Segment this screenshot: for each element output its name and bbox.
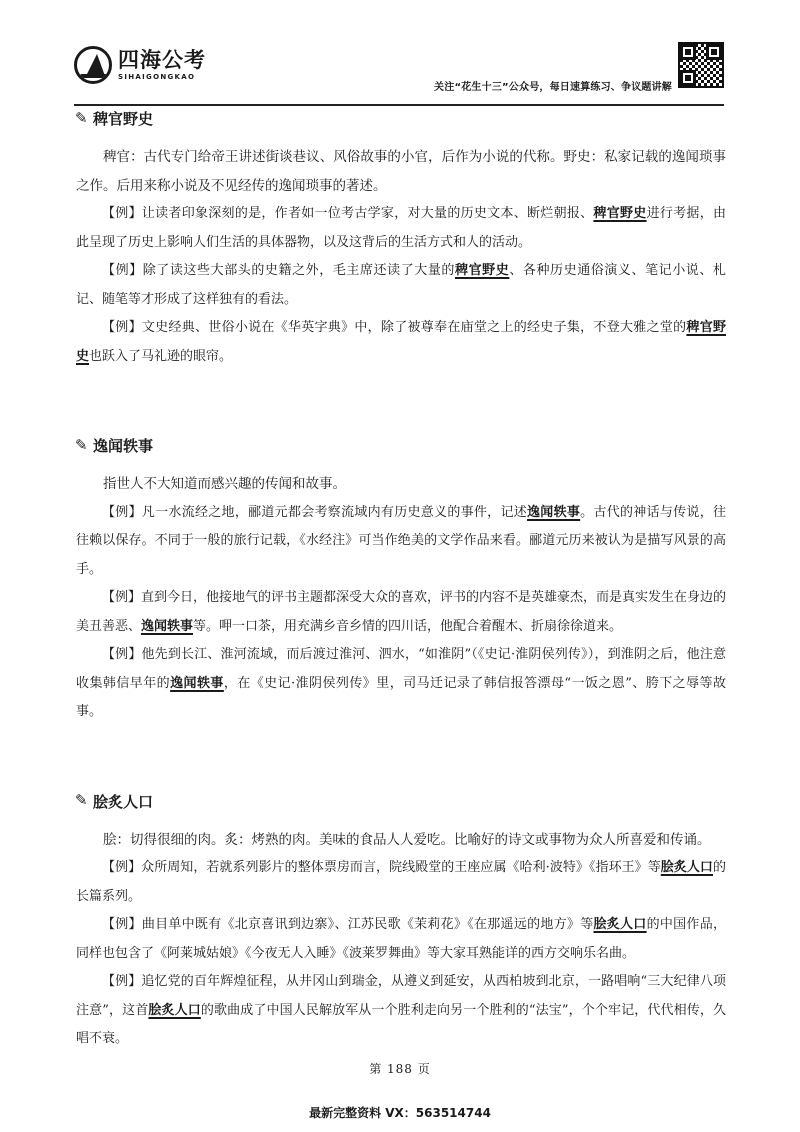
highlighted-term: 脍炙人口 <box>593 917 647 932</box>
text-run: 稗官：古代专门给帝王讲述街谈巷议、风俗故事的小官，后作为小说的代称。野史：私家记载的逸闻琐事之作。后用来称小说及不见经传的逸闻琐事的著述。 <box>76 149 726 194</box>
example-paragraph <box>76 968 726 1054</box>
text-run: 【例】让读者印象深刻的是，作者如一位考古学家，对大量的历史文本、断烂朝报、 <box>102 206 594 221</box>
page-header <box>74 38 724 106</box>
text-run: 也跃入了马礼逊的眼帘。 <box>89 348 233 364</box>
sailboat-logo-icon <box>74 46 112 84</box>
text-run: 【例】众所周知，若就系列影片的整体票房而言，院线殿堂的王座应属《哈利·波特》《指环王》等 <box>102 860 661 875</box>
pencil-icon <box>76 439 90 453</box>
section-title <box>76 435 726 456</box>
text-run: 【例】曲目单中既有《北京喜讯到边寨》、江苏民歌《茉莉花》《在那遥远的地方》等 <box>102 917 594 932</box>
highlighted-term: 稗官野史 <box>455 263 510 278</box>
example-paragraph <box>76 911 726 968</box>
text-run: ，在《史记·淮阴侯列传》里，司马迁记录了韩信报答漂母“一饭之恩”、胯下之辱等故事。 <box>76 675 726 719</box>
example-paragraph <box>76 499 726 585</box>
term-section <box>76 791 726 1054</box>
section-title-text: 逸闻轶事 <box>93 437 154 455</box>
text-run: 脍：切得很细的肉。炙：烤熟的肉。美味的食品人人爱吃。比喻好的诗文或事物为众人所喜爱和传诵。 <box>103 831 711 848</box>
definition-paragraph <box>76 826 726 855</box>
text-run: 【例】他先到长江、淮河流域，而后渡过淮河、泗水，“如淮阴”（《史记·淮阴侯列传》），到淮阴之后，他注意收集韩信早年的 <box>76 647 726 691</box>
example-paragraph <box>76 641 726 727</box>
header-slogan: 关注“花生十三”公众号，每日速算练习、争议题讲解 <box>434 82 672 93</box>
qr-code-icon <box>678 42 724 88</box>
brand-subtitle: SIHAIGONGKAO <box>118 72 196 81</box>
text-run: 【例】文史经典、世俗小说在《华英字典》中，除了被尊奉在庙堂之上的经史子集，不登大雅之堂的 <box>102 320 687 335</box>
section-title <box>76 108 726 129</box>
text-run: 进行考据，由此呈现了历史上影响人们生活的具体器物，以及这背后的生活方式和人的活动。 <box>76 206 726 250</box>
brand-name: 四海公考 <box>118 47 206 72</box>
highlighted-term: 稗官野史 <box>593 206 647 221</box>
term-section <box>76 108 726 371</box>
highlighted-term: 脍炙人口 <box>660 860 713 875</box>
pencil-icon <box>76 112 90 126</box>
section-title-text: 脍炙人口 <box>93 792 154 811</box>
text-run: 指世人不大知道而感兴趣的传闻和故事。 <box>103 476 346 492</box>
pencil-icon <box>76 794 90 808</box>
text-run: 【例】直到今日，他接地气的评书主题都深受大众的喜欢，评书的内容不是英雄豪杰，而是真实发生在身边的美丑善恶、 <box>76 590 727 634</box>
text-run: 的中国作品，同样也包含了《阿莱城姑娘》《今夜无人入睡》《波莱罗舞曲》等大家耳熟能详的西方交响乐名曲。 <box>76 917 726 961</box>
text-run: 【例】追忆党的百年辉煌征程，从井冈山到瑞金，从遵义到延安，从西柏坡到北京，一路唱响“三大纪律八项注意”，这首 <box>76 974 726 1018</box>
text-run: 等。呷一口茶，用充满乡音乡情的四川话，他配合着醒木、折扇徐徐道来。 <box>193 618 623 634</box>
example-paragraph <box>76 854 726 911</box>
example-paragraph <box>76 314 726 371</box>
brand-logo <box>74 46 206 84</box>
highlighted-term: 逸闻轶事 <box>527 504 581 520</box>
highlighted-term: 脍炙人口 <box>148 1002 201 1018</box>
text-run: 的长篇系列。 <box>76 860 726 904</box>
highlighted-term: 逸闻轶事 <box>141 618 194 634</box>
definition-paragraph <box>76 143 726 200</box>
text-run: 【例】凡一水流经之地，郦道元都会考察流域内有历史意义的事件，记述 <box>102 504 528 520</box>
text-run: 、各种历史通俗演义、笔记小说、札记、随笔等才形成了这样独有的看法。 <box>76 263 726 307</box>
document-body <box>76 108 726 1054</box>
section-title <box>76 791 726 812</box>
term-section <box>76 435 726 727</box>
text-run: 【例】除了读这些大部头的史籍之外，毛主席还读了大量的 <box>102 263 455 278</box>
definition-paragraph <box>76 470 726 499</box>
footer-contact: 最新完整资料 VX：563514744 <box>309 1106 491 1120</box>
highlighted-term: 稗官野史 <box>76 320 726 364</box>
highlighted-term: 逸闻轶事 <box>170 675 224 691</box>
page-number: 第 188 页 <box>369 1062 431 1076</box>
text-run: 。古代的神话与传说，往往赖以保存。不同于一般的旅行记载，《水经注》可当作绝美的文学作品来看。郦道元历来被认为是描写风景的高手。 <box>76 504 726 577</box>
text-run: 的歌曲成了中国人民解放军从一个胜利走向另一个胜利的“法宝”，个个牢记，代代相传，久唱不衰。 <box>76 1002 726 1046</box>
example-paragraph <box>76 257 726 314</box>
example-paragraph <box>76 200 726 257</box>
section-title-text: 稗官野史 <box>93 110 154 128</box>
example-paragraph <box>76 584 726 641</box>
